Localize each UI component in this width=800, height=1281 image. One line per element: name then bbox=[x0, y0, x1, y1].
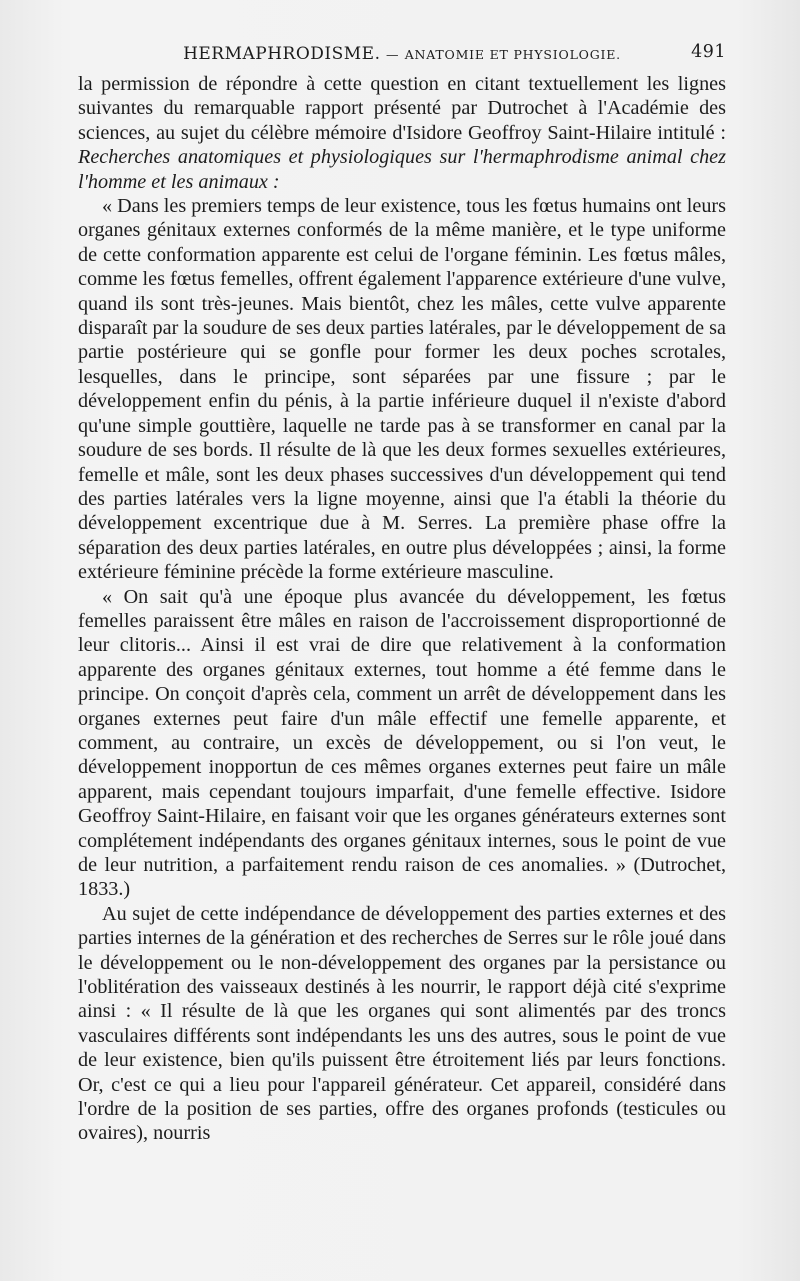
running-title-dash: — bbox=[385, 47, 400, 62]
paragraph-3: « On sait qu'à une époque plus avancée du développement, les fœtus femelles paraissent être mâles en raison de l'accroissement disproportionné de leur clitoris... Ainsi il est vrai de dire que relativement à la conformation apparente des organes génitaux externes, tout homme a été femme dans le principe. On conçoit d'après cela, comment un arrêt de développement dans les organes externes peut faire d'un mâle effectif une femelle apparente, et comment, au contraire, un excès de développement, ou si l'on veut, le développement inopportun de ces mêmes organes externes peut faire un mâle apparent, mais cependant toujours imparfait, d'une femelle effective. Isidore Geoffroy Saint-Hilaire, en faisant voir que les organes générateurs externes sont complétement indépendants des organes génitaux internes, sous le point de vue de leur nutrition, a parfaitement rendu raison de ces anomalies. » (Dutrochet, 1833.) bbox=[78, 585, 726, 901]
running-title-main: HERMAPHRODISME. bbox=[183, 44, 381, 64]
paragraph-2: « Dans les premiers temps de leur existence, tous les fœtus humains ont leurs organes génitaux externes conformés de la même manière, et le type uniforme de cette conformation apparente est celui de l'organe féminin. Les fœtus mâles, comme les fœtus femelles, offrent également l'apparence extérieure d'une vulve, quand ils sont très-jeunes. Mais bientôt, chez les mâles, cette vulve apparente disparaît par la soudure de ses deux parties latérales, par le développement de sa partie postérieure qui se gonfle pour former les deux poches scrotales, lesquelles, dans le principe, sont séparées par une fissure ; par le développement enfin du pénis, à la partie inférieure duquel il n'existe d'abord qu'une simple gouttière, laquelle ne tarde pas à se transformer en canal par la soudure de ses bords. Il résulte de là que les deux formes sexuelles extérieures, femelle et mâle, sont les deux phases successives d'un développement qui tend des parties latérales vers la ligne moyenne, ainsi que l'a établi la théorie du développement excentrique due à M. Serres. La première phase offre la séparation des deux parties latérales, en outre plus développées ; ainsi, la forme extérieure féminine précède la forme extérieure masculine. bbox=[78, 195, 726, 584]
paragraph-1 bbox=[78, 72, 726, 194]
running-title bbox=[183, 44, 621, 64]
work-title-italic: Recherches anatomiques et physiologiques sur l'hermaphrodisme animal chez l'homme et les animaux : bbox=[78, 146, 726, 193]
body-text bbox=[78, 72, 726, 1146]
paragraph-4: Au sujet de cette indépendance de développement des parties externes et des parties internes de la génération et des recherches de Serres sur le rôle joué dans le développement ou le non-développement des organes par la persistance ou l'oblitération des vaisseaux destinés à les nourrir, le rapport déjà cité s'exprime ainsi : « Il résulte de là que les organes qui sont alimentés par des troncs vasculaires différents sont indépendants les uns des autres, sous le point de vue de leur existence, bien qu'ils puissent être étroitement liés par leurs fonctions. Or, c'est ce qui a lieu pour l'appareil générateur. Cet appareil, considéré dans l'ordre de la position de ses parties, offre des organes profonds (testicules ou ovaires), nourris bbox=[78, 902, 726, 1145]
paragraph-text: la permission de répondre à cette question en citant textuellement les lignes suivantes du remarquable rapport présenté par Dutrochet à l'Académie des sciences, au sujet du célèbre mémoire d'Isidore Geoffroy Saint-Hilaire intitulé : bbox=[78, 73, 726, 144]
page-number: 491 bbox=[691, 42, 726, 62]
running-head bbox=[78, 38, 726, 72]
running-title-sub: ANATOMIE ET PHYSIOLOGIE. bbox=[404, 47, 621, 62]
